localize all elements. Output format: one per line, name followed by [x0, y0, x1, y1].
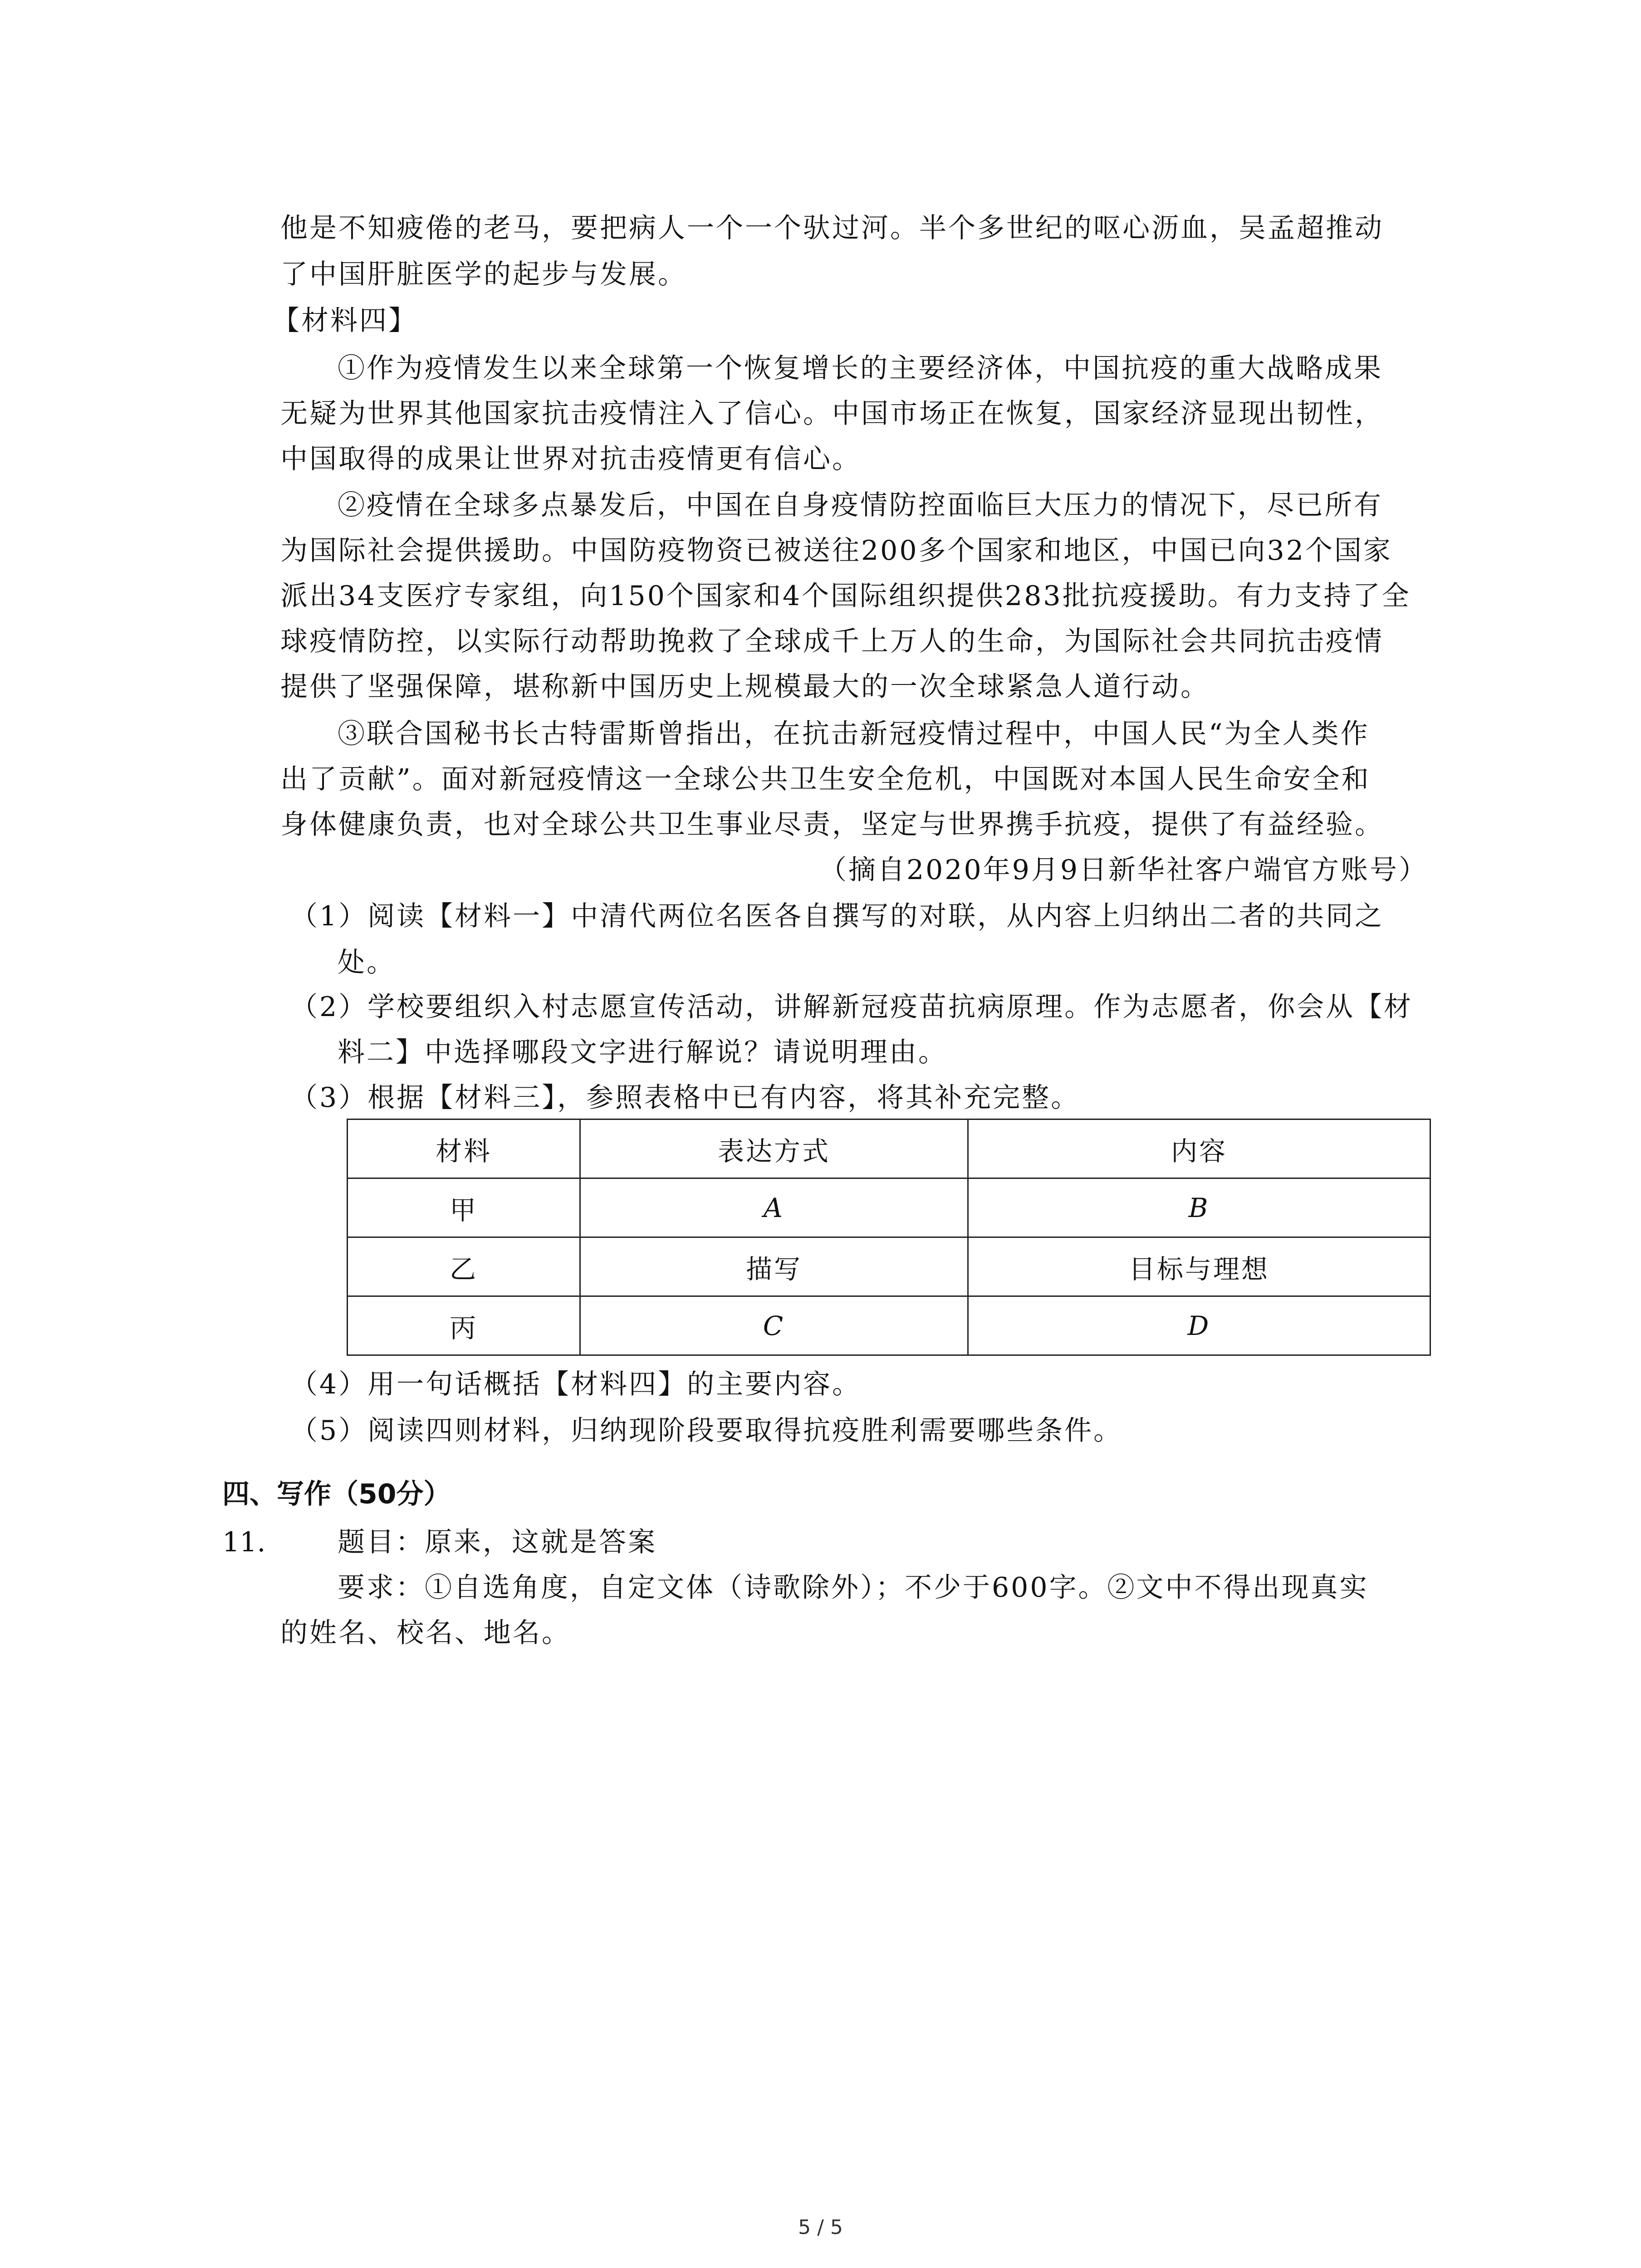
material4-source: （摘自2020年9月9日新华社客户端官方账号） [819, 854, 1428, 886]
material4-p2-line: ②疫情在全球多点暴发后，中国在自身疫情防控面临巨大压力的情况下，尽已所有 [338, 489, 1383, 521]
question-2-line: 料二】中选择哪段文字进行解说？请说明理由。 [338, 1036, 947, 1068]
table-cell: 描写 [580, 1237, 968, 1296]
material4-p3-line: 身体健康负责，也对全球公共卫生事业尽责，坚定与世界携手抗疫，提供了有益经验。 [280, 809, 1384, 841]
material4-title: 【材料四】 [272, 305, 417, 337]
question-1-line: （1）阅读【材料一】中清代两位名医各自撰写的对联，从内容上归纳出二者的共同之 [290, 900, 1384, 932]
table-header-cell: 材料 [348, 1119, 580, 1178]
table-row [348, 1296, 1430, 1355]
material4-p2-line: 派出34支医疗专家组，向150个国家和4个国际组织提供283批抗疫援助。有力支持了全 [280, 580, 1411, 612]
material4-p1-line: ①作为疫情发生以来全球第一个恢复增长的主要经济体，中国抗疫的重大战略成果 [338, 352, 1383, 384]
table-header-row [348, 1119, 1430, 1178]
writing-requirements-line: 的姓名、校名、地名。 [280, 1617, 571, 1649]
material4-p1-line: 中国取得的成果让世界对抗击疫情更有信心。 [280, 443, 861, 475]
table-cell: B [968, 1178, 1430, 1237]
material4-p1-line: 无疑为世界其他国家抗击疫情注入了信心。中国市场正在恢复，国家经济显现出韧性， [280, 398, 1384, 430]
table-row [348, 1237, 1430, 1296]
material4-p3-line: 出了贡献”。面对新冠疫情这一全球公共卫生安全危机，中国既对本国人民生命安全和 [280, 763, 1371, 795]
page-number: 5 / 5 [798, 2216, 843, 2239]
question-5: （5）阅读四则材料，归纳现阶段要取得抗疫胜利需要哪些条件。 [290, 1415, 1123, 1447]
table-row [348, 1178, 1430, 1237]
question-2-line: （2）学校要组织入村志愿宣传活动，讲解新冠疫苗抗病原理。作为志愿者，你会从【材 [290, 991, 1413, 1023]
table-header-cell: 表达方式 [580, 1119, 968, 1178]
table-cell: 目标与理想 [968, 1237, 1430, 1296]
writing-question-number: 11. [222, 1526, 266, 1558]
question-4: （4）用一句话概括【材料四】的主要内容。 [290, 1369, 862, 1400]
question-1-line: 处。 [338, 947, 396, 978]
answer-table [347, 1119, 1431, 1356]
material4-p2-line: 为国际社会提供援助。中国防疫物资已被送往200多个国家和地区，中国已向32个国家 [280, 535, 1392, 567]
writing-heading: 四、写作（50分） [222, 1478, 451, 1510]
table-cell: 乙 [348, 1237, 580, 1296]
table-cell: D [968, 1296, 1430, 1355]
writing-requirements-line: 要求：①自选角度，自定文体（诗歌除外）；不少于600字。②文中不得出现真实 [338, 1572, 1369, 1603]
table-cell: A [580, 1178, 968, 1237]
material4-p2-line: 提供了坚强保障，堪称新中国历史上规模最大的一次全球紧急人道行动。 [280, 671, 1210, 703]
table-header-cell: 内容 [968, 1119, 1430, 1178]
continuation-line-2: 了中国肝脏医学的起步与发展。 [280, 259, 687, 290]
table-cell: 甲 [348, 1178, 580, 1237]
question-3: （3）根据【材料三】，参照表格中已有内容，将其补充完整。 [290, 1082, 1080, 1114]
material4-p2-line: 球疫情防控，以实际行动帮助挽救了全球成千上万人的生命，为国际社会共同抗击疫情 [280, 626, 1384, 657]
writing-topic: 题目：原来，这就是答案 [338, 1526, 657, 1558]
material4-p3-line: ③联合国秘书长古特雷斯曾指出，在抗击新冠疫情过程中，中国人民“为全人类作 [338, 718, 1370, 750]
continuation-line-1: 他是不知疲倦的老马，要把病人一个一个驮过河。半个多世纪的呕心沥血，吴孟超推动 [280, 212, 1384, 244]
table-cell: C [580, 1296, 968, 1355]
table-cell: 丙 [348, 1296, 580, 1355]
